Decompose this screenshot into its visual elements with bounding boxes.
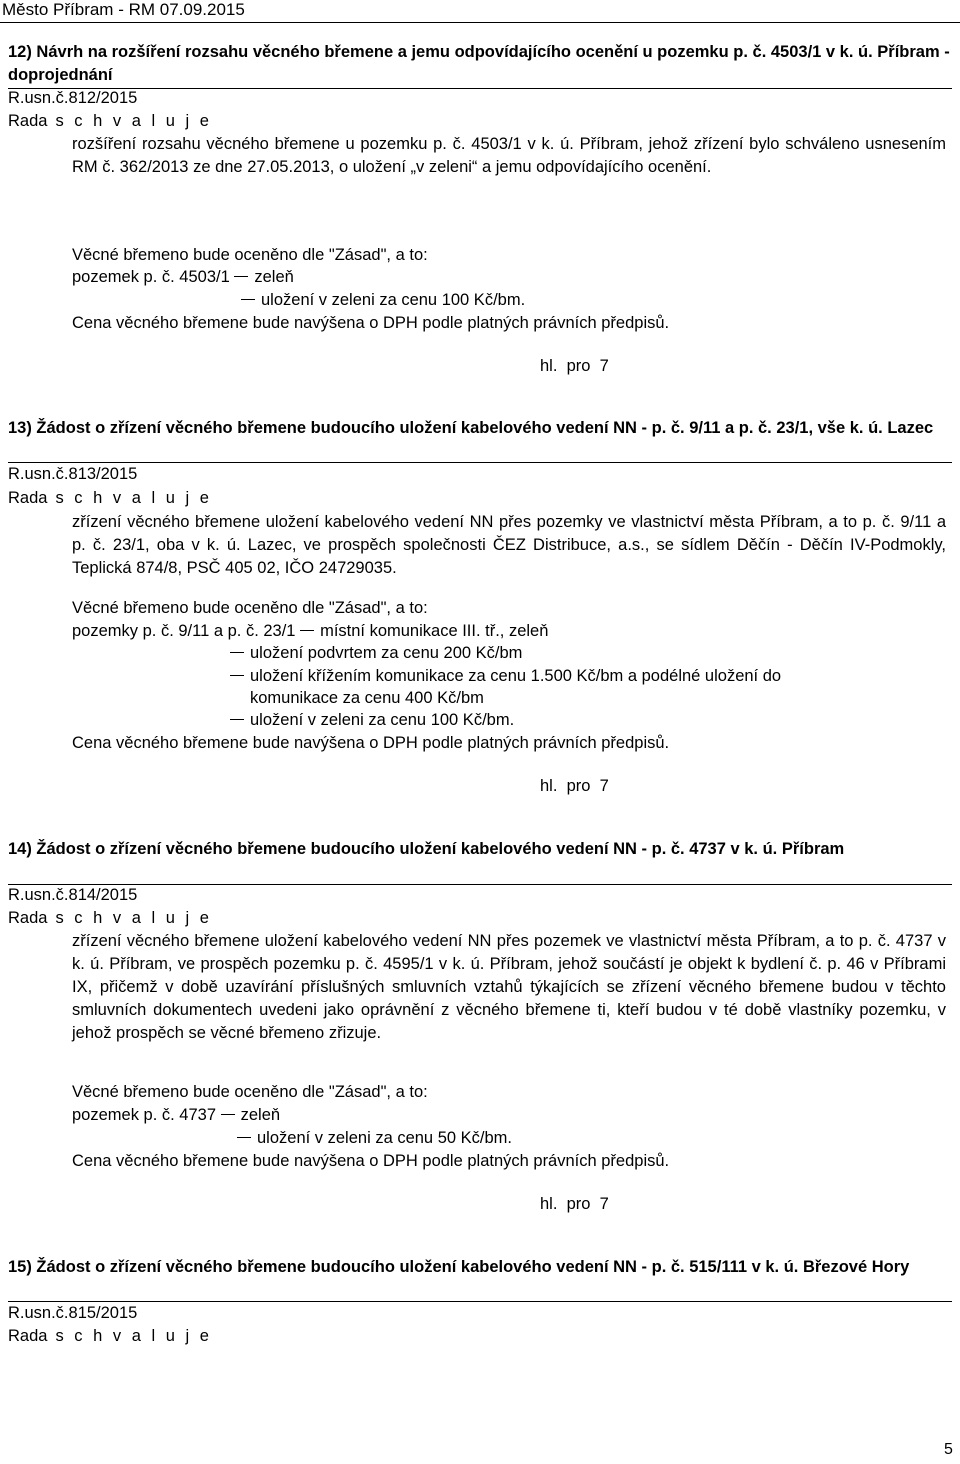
dash-mark xyxy=(230,719,244,720)
dash-mark xyxy=(300,630,314,631)
item-12-text: rozšíření rozsahu věcného břemene u pozemku p. č. 4503/1 v k. ú. Příbram, jehož zřízení bylo schváleno usnesením RM č. 362/2013 ze dne 27.05.2013, o uložení „v zeleni“ a jemu odpovídajícího ocenění. xyxy=(72,135,946,176)
item-15-rada xyxy=(8,1325,212,1347)
item-14-fee-0 xyxy=(237,1127,512,1149)
item-12-rule xyxy=(8,88,952,89)
schvaluje-label: s c h v a l u j e xyxy=(55,1327,212,1345)
item-12-resolution: R.usn.č.812/2015 xyxy=(8,89,138,107)
dash-mark xyxy=(241,299,255,300)
item-13-valuation-intro: Věcné břemeno bude oceněno dle "Zásad", a to: xyxy=(72,599,428,617)
rada-label: Rada xyxy=(8,112,48,130)
dash-mark xyxy=(230,675,244,676)
parcel-type: místní komunikace III. tř., zeleň xyxy=(320,622,549,640)
rada-label: Rada xyxy=(8,1327,48,1345)
fee-text: uložení podvrtem za cenu 200 Kč/bm xyxy=(250,644,523,662)
item-12-parcel xyxy=(72,266,294,288)
schvaluje-label: s c h v a l u j e xyxy=(55,112,212,130)
item-13-fee-1 xyxy=(230,665,781,687)
page-header xyxy=(0,0,960,22)
item-14-rule xyxy=(8,884,952,885)
item-12-valuation-intro: Věcné břemeno bude oceněno dle "Zásad", a to: xyxy=(72,246,428,264)
item-14-resolution: R.usn.č.814/2015 xyxy=(8,886,138,904)
dash-mark xyxy=(221,1114,235,1115)
item-12-fee-0 xyxy=(241,289,525,311)
fee-text: uložení v zeleni za cenu 100 Kč/bm. xyxy=(261,291,526,309)
parcel-type: zeleň xyxy=(240,1106,281,1124)
dash-mark xyxy=(234,276,248,277)
item-13-fee-3 xyxy=(230,709,514,731)
item-14-vote: hl. pro 7 xyxy=(540,1195,609,1213)
item-13-text: zřízení věcného břemene uložení kabelového vedení NN přes pozemky ve vlastnictví města Příbram, a to p. č. 9/11 a p. č. 23/1, oba v k. ú. Lazec, ve prospěch společnosti ČEZ Distribuce, a.s., se sídlem Děčín - Děčín IV-Podmokly, Teplická 874/8, PSČ 405 02, IČO 24729035. xyxy=(72,513,946,577)
item-14-rada xyxy=(8,907,212,929)
item-14-title: 14) Žádost o zřízení věcného břemene budoucího uložení kabelového vedení NN - p. č. 4737 v k. ú. Příbram xyxy=(8,840,845,858)
parcel-label: pozemek p. č. 4503/1 xyxy=(72,268,230,286)
parcel-label: pozemky p. č. 9/11 a p. č. 23/1 xyxy=(72,622,296,640)
dash-mark xyxy=(230,652,244,653)
item-15-rule xyxy=(8,1301,952,1302)
parcel-label: pozemek p. č. 4737 xyxy=(72,1106,217,1124)
dash-mark xyxy=(237,1137,251,1138)
fee-text: uložení v zeleni za cenu 50 Kč/bm. xyxy=(257,1129,512,1147)
page-number: 5 xyxy=(944,1441,953,1458)
item-13-resolution: R.usn.č.813/2015 xyxy=(8,465,138,483)
fee-text: uložení v zeleni za cenu 100 Kč/bm. xyxy=(250,711,515,729)
item-13-title: 13) Žádost o zřízení věcného břemene budoucího uložení kabelového vedení NN - p. č. 9/11 a p. č. 23/1, vše k. ú. Lazec xyxy=(8,419,934,437)
item-14-text: zřízení věcného břemene uložení kabelového vedení NN přes pozemek ve vlastnictví města Příbram, a to p. č. 4737 v k. ú. Příbram, ve prospěch pozemku p. č. 4595/1 v k. ú. Příbram, jehož součástí je objekt k bydlení č. p. 46 v Příbrami IX, přičemž v době uzavírání příslušných smluvních vztahů týkajících se zřízení věcného břemene budou v těchto smluvních dokumentech uvedeni jako oprávnění z věcného břemene ti, kteří budou v té době vlastníky pozemku, v jehož prospěch se věcné břemeno zřizuje. xyxy=(72,932,946,1042)
item-12-vote: hl. pro 7 xyxy=(540,357,609,375)
item-14-vat-note: Cena věcného břemene bude navýšena o DPH podle platných právních předpisů. xyxy=(72,1152,670,1170)
item-13-vat-note: Cena věcného břemene bude navýšena o DPH podle platných právních předpisů. xyxy=(72,734,670,752)
item-14-valuation-intro: Věcné břemeno bude oceněno dle "Zásad", a to: xyxy=(72,1083,428,1101)
item-13-rule xyxy=(8,462,952,463)
item-12-vat-note: Cena věcného břemene bude navýšena o DPH podle platných právních předpisů. xyxy=(72,314,670,332)
item-13-rada xyxy=(8,487,212,509)
fee-text: uložení křížením komunikace za cenu 1.500 Kč/bm a podélné uložení do xyxy=(250,667,782,685)
item-13-fee-0 xyxy=(230,642,522,664)
item-12-rada xyxy=(8,110,212,132)
header-title: Město Příbram - RM 07.09.2015 xyxy=(2,0,245,19)
header-rule xyxy=(0,22,960,23)
item-13-vote: hl. pro 7 xyxy=(540,777,609,795)
schvaluje-label: s c h v a l u j e xyxy=(55,909,212,927)
rada-label: Rada xyxy=(8,489,48,507)
parcel-type: zeleň xyxy=(254,268,294,286)
item-13-parcel xyxy=(72,620,548,642)
schvaluje-label: s c h v a l u j e xyxy=(55,489,212,507)
item-13-fee-2: komunikace za cenu 400 Kč/bm xyxy=(250,689,484,707)
rada-label: Rada xyxy=(8,909,48,927)
item-12-title: 12) Návrh na rozšíření rozsahu věcného břemene a jemu odpovídajícího ocenění u pozemku p. č. 4503/1 v k. ú. Příbram - doprojednání xyxy=(8,43,950,84)
item-15-resolution: R.usn.č.815/2015 xyxy=(8,1304,138,1322)
item-15-title: 15) Žádost o zřízení věcného břemene budoucího uložení kabelového vedení NN - p. č. 515/111 v k. ú. Březové Hory xyxy=(8,1258,910,1276)
item-14-parcel xyxy=(72,1104,280,1126)
